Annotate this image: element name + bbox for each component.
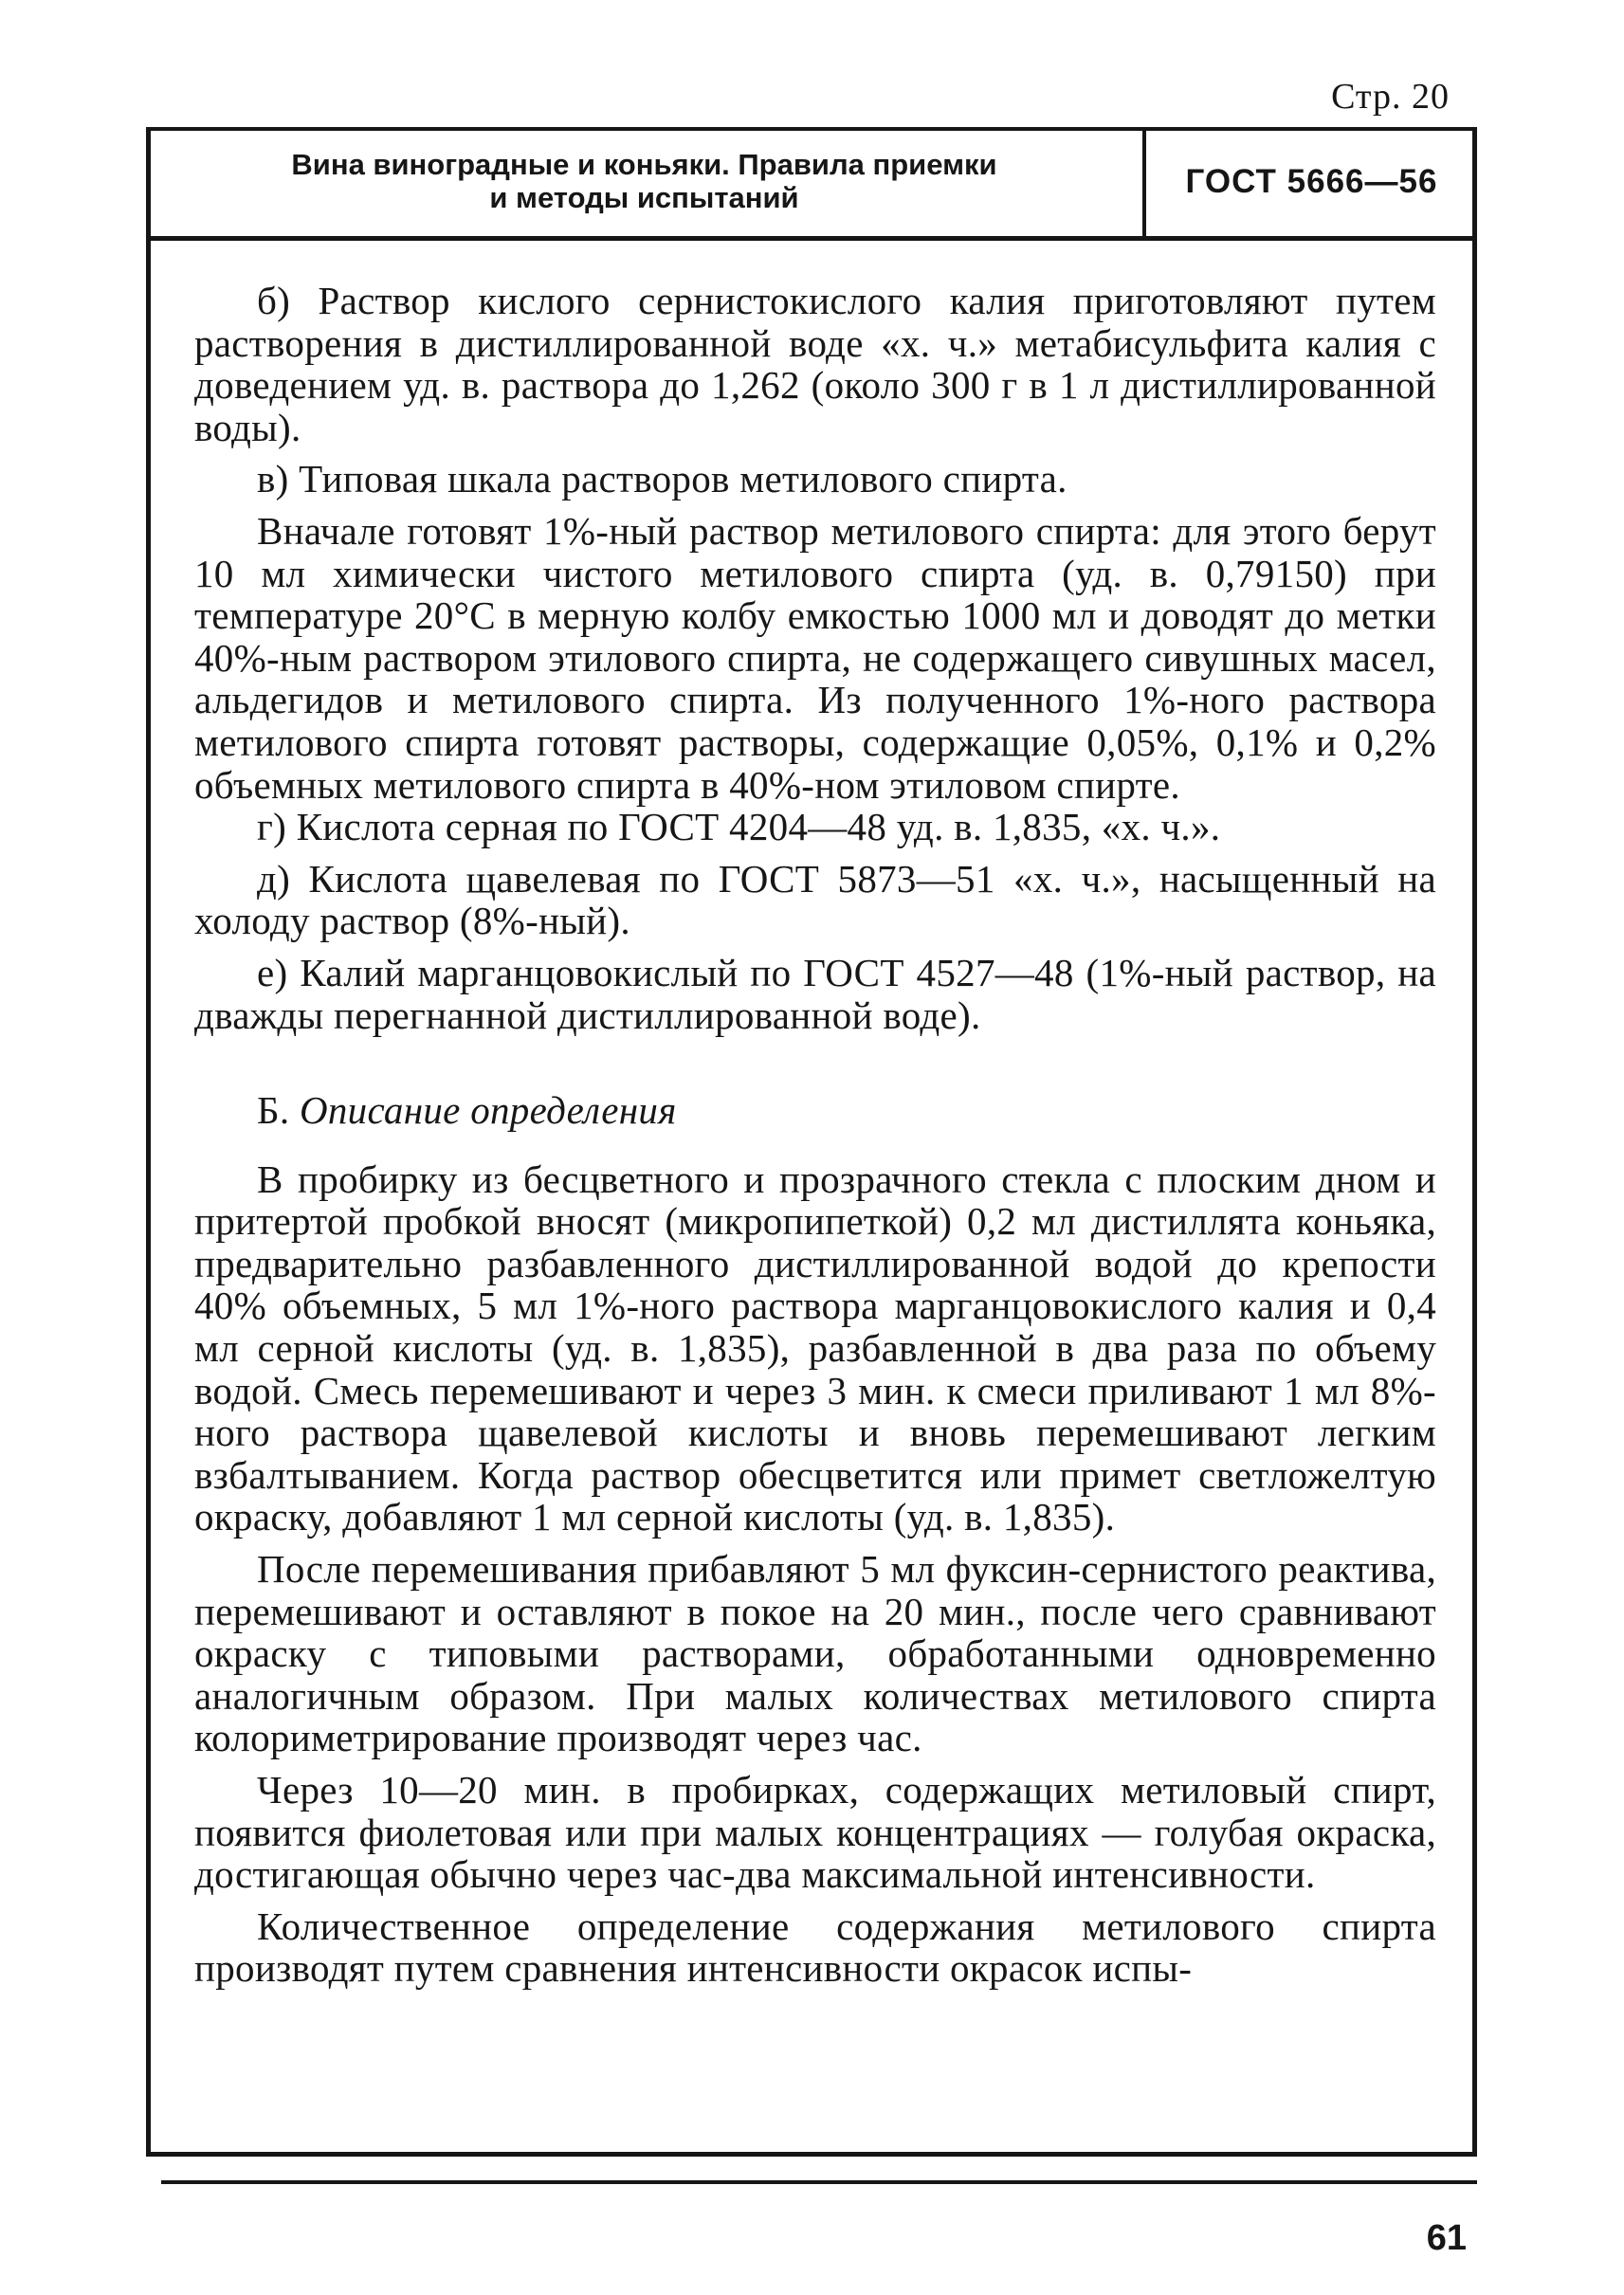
page-label-top: Стр. 20 — [1331, 77, 1450, 117]
paragraph-v: в) Типовая шкала растворов метилового спирта. — [257, 457, 1067, 501]
section-heading — [194, 1089, 1436, 1132]
paragraph-quantitative: Количественное определение содержания метилового спирта производят путем сравнения интенсивности окрасок испы- — [194, 1903, 1436, 1991]
bottom-rule — [161, 2180, 1477, 2184]
paragraph-b: б) Раствор кислого сернистокислого калия приготовляют путем растворения в дистиллированной воде «х. ч.» метабисульфита калия с доведением уд. в. раствора до 1,262 (около 300 г в 1 л дистиллированной воды). — [194, 279, 1436, 449]
paragraph-mixing: После перемешивания прибавляют 5 мл фуксин-сернистого реактива, перемешивают и оставляют в покое на 20 мин., после чего сравнивают окраску с типовыми растворами, обработанными одновременно аналогичным образом. При малых количествах метилового спирта колориметрирование производят через час. — [194, 1547, 1436, 1760]
document-title — [146, 127, 1146, 236]
paragraph-d: д) Кислота щавелевая по ГОСТ 5873—51 «х. ч.», насыщенный на холоду раствор (8%-ный). — [194, 856, 1436, 943]
page-number-bottom: 61 — [1426, 2218, 1467, 2258]
document-title-line2: и методы испытаний — [489, 180, 799, 214]
document-body — [194, 280, 1436, 1999]
paragraph-e: е) Калий марганцовокислый по ГОСТ 4527—48 (1%-ный раствор, на дважды перегнанной дистиллированной воде). — [194, 950, 1436, 1037]
section-title: Описание определения — [299, 1088, 677, 1133]
paragraph-methanol-scale: Вначале готовят 1%-ный раствор метилового спирта: для этого берут 10 мл химически чистого метилового спирта (уд. в. 0,79150) при температуре 20°С в мерную колбу емкостью 1000 мл и доводят до метки 40%-ным раствором этилового спирта, не содержащего сивушных масел, альдегидов и метилового спирта. Из полученного 1%-ного раствора метилового спирта готовят растворы, содержащие 0,05%, 0,1% и 0,2% объемных метилового спирта в 40%-ном этиловом спирте. — [194, 508, 1436, 807]
paragraph-procedure: В пробирку из бесцветного и прозрачного стекла с плоским дном и притертой пробкой вносят (микропипеткой) 0,2 мл дистиллята коньяка, предварительно разбавленного дистиллированной водой до крепости 40% объемных, 5 мл 1%-ного раствора марганцовокислого калия и 0,4 мл серной кислоты (уд. в. 1,835), разбавленной в два раза по объему водой. Смесь перемешивают и через 3 мин. к смеси приливают 1 мл 8%-ного раствора щавелевой кислоты и вновь перемешивают легким взбалтыванием. Когда раствор обесцветится или примет светложелтую окраску, добавляют 1 мл серной кислоты (уд. в. 1,835). — [194, 1157, 1436, 1539]
standard-code: ГОСТ 5666—56 — [1185, 162, 1438, 200]
paragraph-g: г) Кислота серная по ГОСТ 4204—48 уд. в. 1,835, «х. ч.». — [257, 805, 1221, 849]
document-header — [146, 127, 1477, 241]
paragraph-coloration: Через 10—20 мин. в пробирках, содержащих метиловый спирт, появится фиолетовая или при малых концентрациях — голубая окраска, достигающая обычно через час-два максимальной интенсивности. — [194, 1768, 1436, 1897]
document-title-line1: Вина виноградные и коньяки. Правила приемки — [291, 148, 997, 182]
section-letter: Б. — [257, 1088, 290, 1133]
